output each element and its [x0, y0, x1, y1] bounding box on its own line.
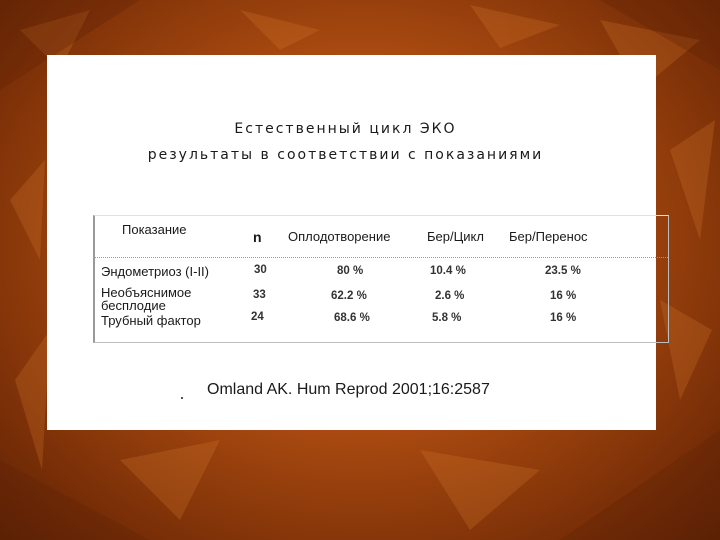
- row-3-pregnancy-per-transfer: 16 %: [550, 312, 577, 324]
- row-2-pregnancy-per-cycle: 2.6 %: [435, 290, 465, 302]
- header-fertilization: Оплодотворение: [288, 229, 391, 244]
- row-2-n: 33: [253, 289, 266, 301]
- row-1-pregnancy-per-transfer: 23.5 %: [545, 265, 581, 277]
- row-1-indication: Эндометриоз (I-II): [101, 264, 209, 279]
- header-n: n: [253, 229, 262, 245]
- slide-content-card: [47, 55, 656, 430]
- row-3-fertilization: 68.6 %: [334, 312, 370, 324]
- row-1-fertilization: 80 %: [337, 265, 364, 277]
- results-table: [93, 215, 669, 343]
- stray-dot: [181, 397, 183, 399]
- slide-title: Естественный цикл ЭКО: [234, 121, 457, 137]
- row-2-indication-line-1: Необъяснимое: [101, 285, 192, 300]
- header-pregnancy-per-transfer: Бер/Перенос: [509, 229, 588, 244]
- header-pregnancy-per-cycle: Бер/Цикл: [427, 229, 484, 244]
- row-3-pregnancy-per-cycle: 5.8 %: [432, 312, 462, 324]
- row-3-indication: Трубный фактор: [101, 313, 201, 328]
- row-2-indication-line-2: бесплодие: [101, 298, 166, 313]
- citation: Omland AK. Hum Reprod 2001;16:2587: [207, 381, 490, 398]
- row-1-pregnancy-per-cycle: 10.4 %: [430, 265, 466, 277]
- row-3-n: 24: [251, 311, 264, 323]
- row-2-pregnancy-per-transfer: 16 %: [550, 290, 577, 302]
- slide-subtitle: результаты в соответствии с показаниями: [147, 147, 544, 163]
- header-indication: Показание: [122, 222, 187, 237]
- header-divider: [95, 257, 668, 258]
- row-2-fertilization: 62.2 %: [331, 290, 367, 302]
- row-1-n: 30: [254, 264, 267, 276]
